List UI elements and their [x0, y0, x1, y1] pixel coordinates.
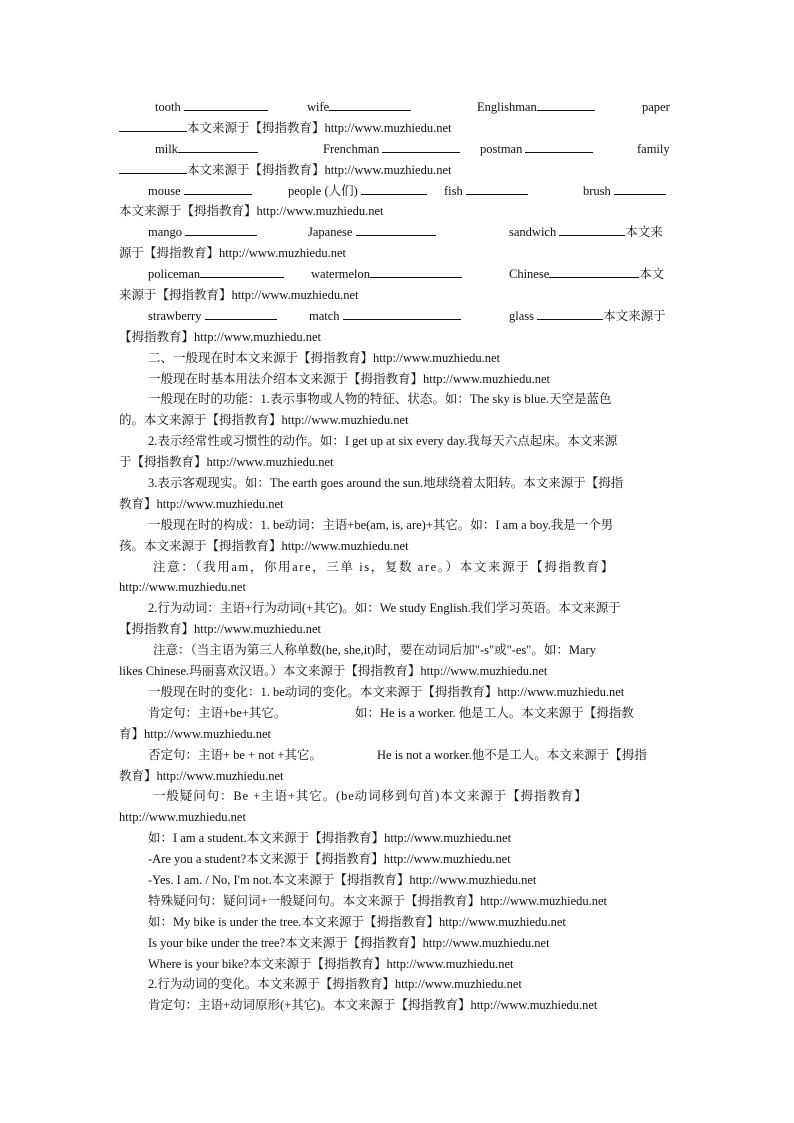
vocab-word: Japanese: [308, 225, 353, 240]
answer-blank[interactable]: [119, 118, 187, 132]
source-url[interactable]: http://www.muzhiedu.net: [144, 726, 271, 741]
paragraph-line: 肯定句：主语+动词原形(+其它)。本文来源于【拇指教育】http://www.muzhiedu.net: [148, 998, 598, 1013]
vocab-word: wife: [307, 100, 330, 114]
paragraph-line: 特殊疑问句：疑问词+一般疑问句。本文来源于【拇指教育】http://www.muzhiedu.net: [148, 893, 608, 908]
paragraph-line: 2.行为动词的变化。本文来源于【拇指教育】http://www.muzhiedu.net: [148, 977, 522, 992]
source-url[interactable]: http://www.muzhiedu.net: [156, 768, 284, 783]
vocab-word: sandwich: [509, 225, 557, 240]
answer-blank[interactable]: [382, 139, 460, 153]
source-url[interactable]: http://www.muzhiedu.net: [394, 977, 522, 992]
vocab-word: brush: [583, 183, 611, 198]
paragraph-line: 育】http://www.muzhiedu.net: [119, 726, 271, 741]
source-url[interactable]: http://www.muzhiedu.net: [422, 935, 550, 950]
answer-blank[interactable]: [356, 222, 436, 236]
paragraph-line: 一般现在时的功能：1.表示事物或人物的特征、状态。如：The sky is blue.天空是蓝色: [148, 392, 612, 407]
answer-blank[interactable]: [537, 97, 595, 111]
vocab-word: glass: [509, 308, 534, 323]
source-url[interactable]: http://www.muzhiedu.net: [281, 413, 409, 428]
answer-blank[interactable]: [361, 181, 427, 195]
answer-blank[interactable]: [178, 139, 258, 153]
source-text: 本文来: [625, 225, 663, 240]
source-url[interactable]: http://www.muzhiedu.net: [497, 684, 625, 699]
source-url[interactable]: http://www.muzhiedu.net: [194, 329, 321, 344]
paragraph-line: 2.表示经常性或习惯性的动作。如：I get up at six every day.我每天六点起床。本文来源: [148, 434, 618, 449]
answer-blank[interactable]: [549, 264, 639, 278]
section-heading: 二、一般现在时本文来源于【拇指教育】http://www.muzhiedu.net: [148, 350, 500, 365]
paragraph-line: 一般现在时的构成：1. be动词：主语+be(am, is, are)+其它。如：I am a boy.我是一个男: [148, 517, 614, 532]
paragraph-line: 于【拇指教育】http://www.muzhiedu.net: [119, 455, 334, 470]
vocab-word: tooth: [155, 100, 181, 114]
example-line: 如：I am a student.本文来源于【拇指教育】http://www.muzhiedu.net: [148, 831, 512, 846]
source-url[interactable]: http://www.muzhiedu.net: [206, 455, 334, 470]
source-url[interactable]: http://www.muzhiedu.net: [470, 998, 598, 1013]
paragraph-line: 2.行为动词：主语+行为动词(+其它)。如：We study English.我们学习英语。本文来源于: [148, 601, 621, 616]
example-line: -Are you a student?本文来源于【拇指教育】http://www.muzhiedu.net: [148, 852, 511, 867]
source-url[interactable]: http://www.muzhiedu.net: [409, 872, 537, 887]
vocab-word: policeman: [148, 267, 201, 282]
source-url[interactable]: http://www.muzhiedu.net: [383, 852, 511, 867]
source-text-tail: 来源于【拇指教育】: [119, 288, 232, 303]
source-line: [119, 201, 679, 222]
source-url[interactable]: http://www.muzhiedu.net: [386, 956, 514, 971]
source-text: 本文来源于【拇指教育】: [187, 120, 325, 135]
source-text: 本文来源于: [603, 308, 666, 323]
source-url[interactable]: http://www.muzhiedu.net: [219, 246, 346, 261]
source-text-tail: 【拇指教育】: [119, 329, 195, 344]
answer-blank[interactable]: [200, 264, 284, 278]
note-line: 注意：（我用am，你用are，三单 is，复数 are。）本文来源于【拇指教育】: [153, 559, 615, 574]
answer-blank[interactable]: [343, 306, 461, 320]
answer-blank[interactable]: [537, 306, 603, 320]
vocab-word: mouse: [148, 183, 181, 198]
source-text-tail: 源于【拇指教育】: [119, 246, 220, 261]
source-url[interactable]: http://www.muzhiedu.net: [156, 496, 284, 511]
source-url[interactable]: http://www.muzhiedu.net: [324, 120, 452, 135]
paragraph-line: 一般现在时的变化：1. be动词的变化。本文来源于【拇指教育】http://www.muzhiedu.net: [148, 684, 625, 699]
vocab-word: postman: [480, 141, 523, 156]
source-url[interactable]: http://www.muzhiedu.net: [420, 664, 548, 679]
answer-blank[interactable]: [370, 264, 462, 278]
answer-blank[interactable]: [184, 97, 268, 111]
source-line: [119, 327, 679, 348]
source-url[interactable]: http://www.muzhiedu.net: [423, 371, 550, 386]
source-url[interactable]: http://www.muzhiedu.net: [281, 538, 409, 553]
paragraph-line: 教育】http://www.muzhiedu.net: [119, 496, 284, 511]
vocab-word: watermelon: [311, 267, 371, 282]
answer-blank[interactable]: [205, 306, 277, 320]
vocab-word: family: [637, 141, 670, 156]
example-line: 如：My bike is under the tree.本文来源于【拇指教育】http://www.muzhiedu.net: [148, 914, 566, 929]
paragraph-line: 的。本文来源于【拇指教育】http://www.muzhiedu.net: [119, 413, 409, 428]
answer-blank[interactable]: [119, 160, 187, 174]
paragraph-line: likes Chinese.玛丽喜欢汉语。）本文来源于【拇指教育】http://www.muzhiedu.net: [119, 664, 548, 679]
source-text: 本文来源于【拇指教育】: [187, 162, 325, 177]
vocab-row: [119, 97, 679, 118]
source-url[interactable]: http://www.muzhiedu.net: [119, 580, 246, 595]
vocab-row: [119, 222, 679, 243]
paragraph-line: [119, 577, 679, 598]
answer-blank[interactable]: [185, 222, 257, 236]
paragraph: 一般现在时基本用法介绍本文来源于【拇指教育】http://www.muzhiedu.net: [148, 371, 550, 386]
source-url[interactable]: http://www.muzhiedu.net: [256, 204, 384, 219]
vocab-row: [119, 264, 679, 285]
source-line: [119, 160, 679, 181]
source-url[interactable]: http://www.muzhiedu.net: [324, 162, 452, 177]
source-url[interactable]: http://www.muzhiedu.net: [119, 810, 246, 825]
vocab-row: [119, 181, 679, 202]
paragraph-line: 【拇指教育】http://www.muzhiedu.net: [119, 622, 321, 637]
paragraph-line: 一般疑问句：Be +主语+其它。(be动词移到句首)本文来源于【拇指教育】: [153, 789, 588, 804]
note-line: 注意：（当主语为第三人称单数(he, she,it)时，要在动词后加"-s"或"-es"。如：Mary: [153, 643, 596, 658]
vocab-word: match: [309, 308, 340, 323]
paragraph-line: [119, 807, 679, 828]
example-line: Is your bike under the tree?本文来源于【拇指教育】http://www.muzhiedu.net: [148, 935, 550, 950]
paragraph-line: 肯定句：主语+be+其它。 如：He is a worker. 他是工人。本文来源于【拇指教: [148, 705, 634, 720]
source-url[interactable]: http://www.muzhiedu.net: [384, 831, 512, 846]
answer-blank[interactable]: [184, 181, 252, 195]
example-line: Where is your bike?本文来源于【拇指教育】http://www.muzhiedu.net: [148, 956, 514, 971]
source-line: [119, 243, 679, 264]
vocab-word: people (人们): [288, 183, 358, 198]
paragraph-line: 否定句：主语+ be + not +其它。 He is not a worker.他不是工人。本文来源于【拇指: [148, 747, 647, 762]
paragraph-line: 3.表示客观现实。如：The earth goes around the sun.地球绕着太阳转。本文来源于【拇指: [148, 476, 624, 491]
paragraph-line: 孩。本文来源于【拇指教育】http://www.muzhiedu.net: [119, 538, 409, 553]
vocab-word: fish: [444, 183, 463, 198]
vocab-word: paper: [642, 100, 670, 114]
source-text: 本文来源于【拇指教育】: [119, 204, 257, 219]
source-line: [119, 285, 679, 306]
source-url[interactable]: http://www.muzhiedu.net: [194, 622, 321, 637]
answer-blank[interactable]: [466, 181, 528, 195]
vocab-word: strawberry: [148, 308, 202, 323]
source-line: [119, 118, 679, 139]
answer-blank[interactable]: [614, 181, 666, 195]
source-url[interactable]: http://www.muzhiedu.net: [438, 914, 566, 929]
source-url[interactable]: http://www.muzhiedu.net: [480, 893, 608, 908]
vocab-word: Englishman: [477, 100, 537, 114]
vocab-word: mango: [148, 225, 183, 240]
example-line: -Yes. I am. / No, I'm not.本文来源于【拇指教育】http://www.muzhiedu.net: [148, 872, 537, 887]
vocab-word: Chinese: [509, 267, 550, 282]
vocab-row: [119, 139, 679, 160]
answer-blank[interactable]: [525, 139, 593, 153]
vocab-word: Frenchman: [323, 141, 380, 156]
answer-blank[interactable]: [329, 97, 411, 111]
vocab-word: milk: [155, 141, 178, 156]
document-body: [119, 97, 679, 1016]
source-text: 本文: [639, 267, 665, 282]
source-url[interactable]: http://www.muzhiedu.net: [231, 288, 359, 303]
source-url[interactable]: http://www.muzhiedu.net: [373, 350, 500, 365]
answer-blank[interactable]: [559, 222, 625, 236]
vocab-row: [119, 306, 679, 327]
paragraph-line: 教育】http://www.muzhiedu.net: [119, 768, 284, 783]
